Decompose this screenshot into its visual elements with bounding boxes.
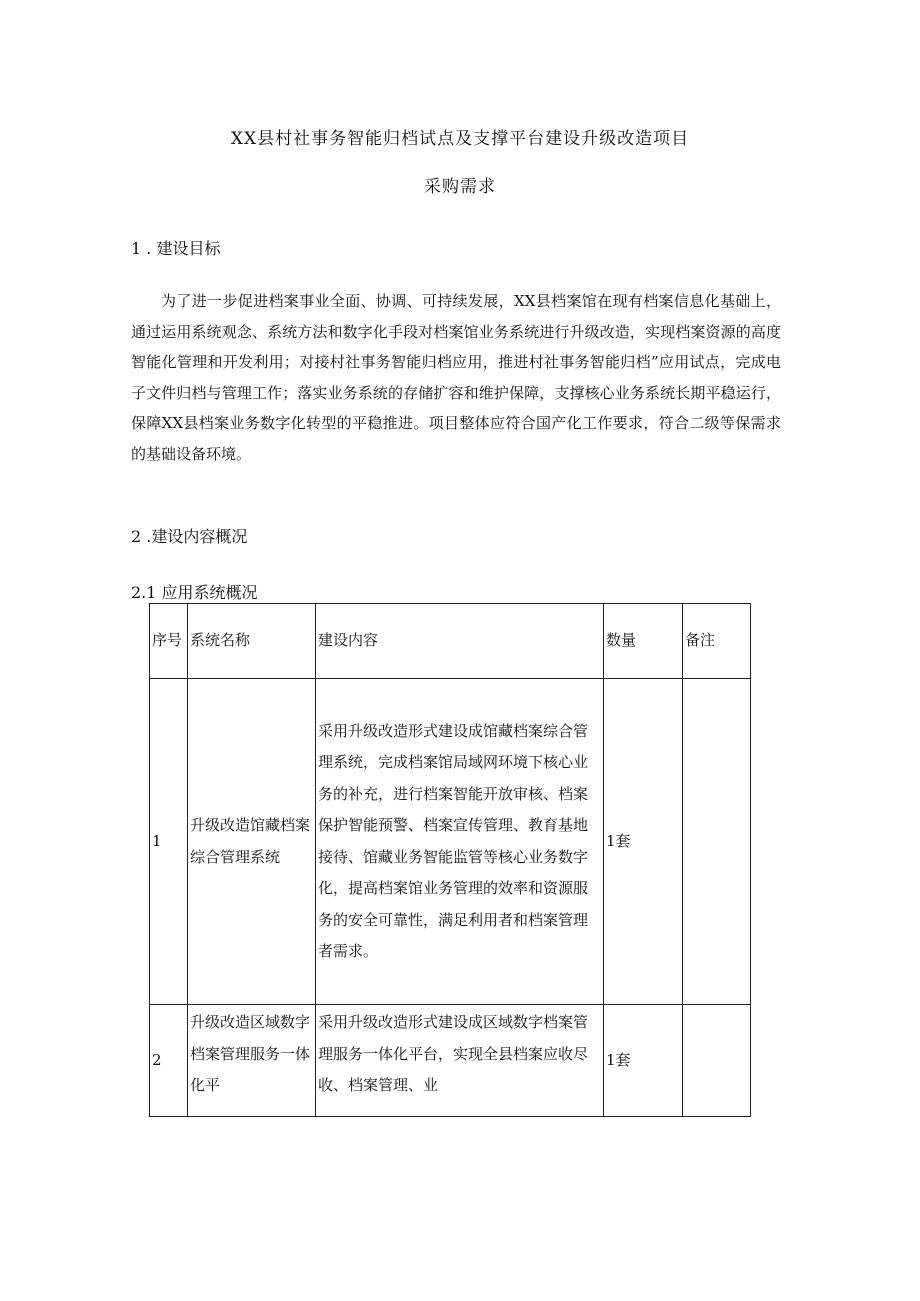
cell-seq: 1	[150, 679, 188, 1005]
header-name: 系统名称	[188, 604, 316, 679]
cell-qty: 1套	[604, 679, 683, 1005]
cell-qty: 1套	[604, 1005, 683, 1117]
header-content: 建设内容	[316, 604, 604, 679]
header-seq: 序号	[150, 604, 188, 679]
header-remark: 备注	[683, 604, 751, 679]
section-1-paragraph: 为了进一步促进档案事业全面、协调、可持续发展，XX县档案馆在现有档案信息化基础上，通过运用系统观念、系统方法和数字化手段对档案馆业务系统进行升级改造，实现档案资源的高度智能化管理和开发利用；对接村社事务智能归档应用，推进村社事务智能归档”应用试点，完成电子文件归档与管理工作；落实业务系统的存储扩容和维护保障，支撑核心业务系统长期平稳运行，保障XX县档案业务数字化转型的平稳推进。项目整体应符合国产化工作要求，符合二级等保需求的基础设备环境。	[131, 292, 781, 463]
table-row	[150, 1005, 751, 1117]
cell-content: 采用升级改造形式建设成馆藏档案综合管理系统，完成档案馆局域网环境下核心业务的补充，进行档案智能开放审核、档案保护智能预警、档案宣传管理、教育基地接待、馆藏业务智能监管等核心业务数字化，提高档案馆业务管理的效率和资源服务的安全可靠性，满足利用者和档案管理者需求。	[316, 679, 604, 1005]
document-title: XX县村社事务智能归档试点及支撑平台建设升级改造项目	[230, 129, 690, 149]
table-row	[150, 679, 751, 1005]
document-subtitle: 采购需求	[424, 177, 496, 197]
cell-remark	[683, 1005, 751, 1117]
section-2-1-heading: 2.1 应用系统概况	[131, 583, 258, 602]
cell-seq: 2	[150, 1005, 188, 1117]
section-1-heading: 1 . 建设目标	[131, 239, 221, 258]
table-header-row	[150, 604, 751, 679]
cell-name: 升级改造馆藏档案综合管理系统	[188, 679, 316, 1005]
system-overview-table	[149, 603, 751, 1117]
section-2-heading: 2 .建设内容概况	[131, 527, 248, 546]
cell-content: 采用升级改造形式建设成区域数字档案管理服务一体化平台，实现全县档案应收尽收、档案管理、业	[316, 1005, 604, 1117]
cell-remark	[683, 679, 751, 1005]
header-qty: 数量	[604, 604, 683, 679]
cell-name: 升级改造区域数字档案管理服务一体化平	[188, 1005, 316, 1117]
